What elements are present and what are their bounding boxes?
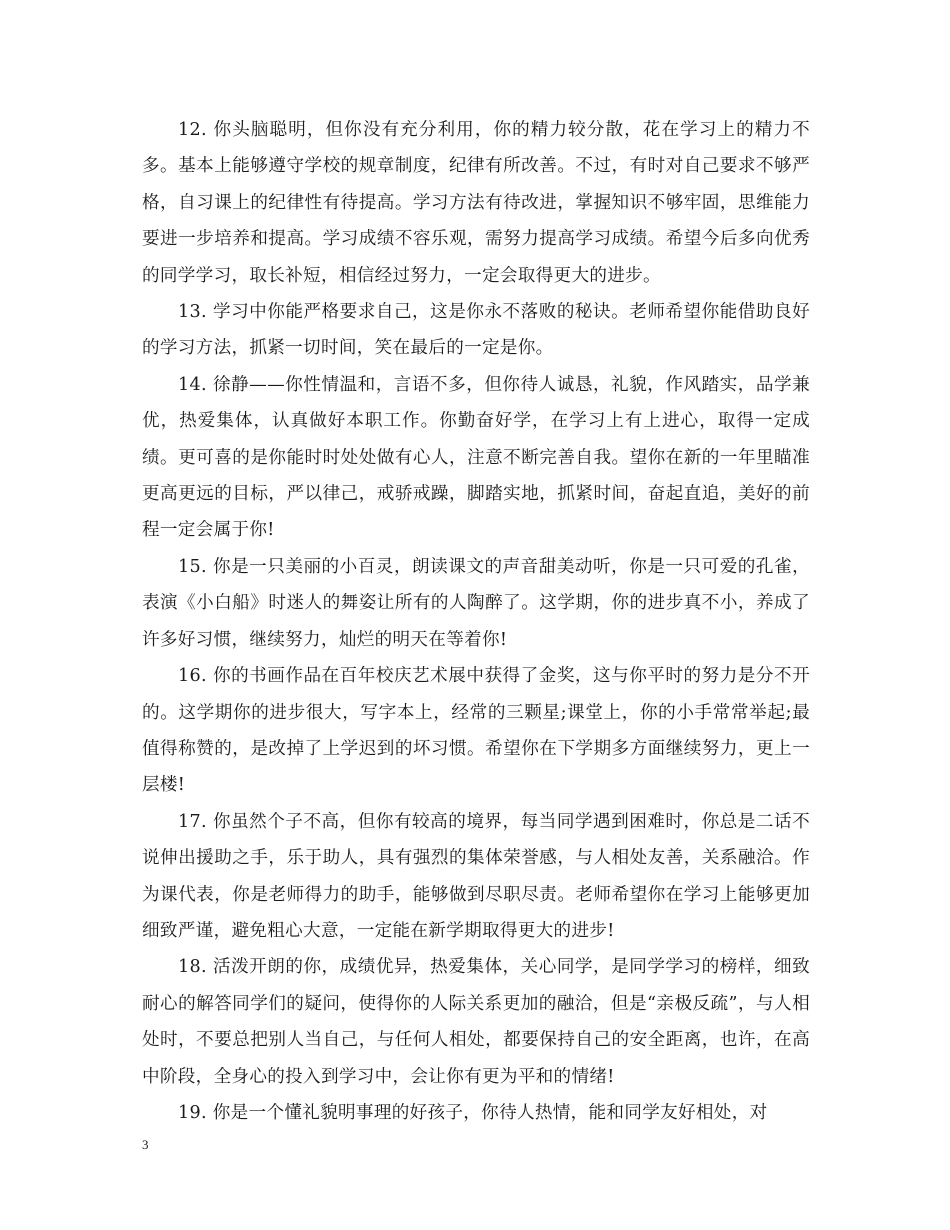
comment-paragraph-15: 15. 你是一只美丽的小百灵，朗读课文的声音甜美动听，你是一只可爱的孔雀，表演《小白船》时迷人的舞姿让所有的人陶醉了。这学期，你的进步真不小，养成了许多好习惯，继续努力，灿烂的明天在等着你! [142,556,810,650]
comment-paragraph-12: 12. 你头脑聪明，但你没有充分利用，你的精力较分散，花在学习上的精力不多。基本上能够遵守学校的规章制度，纪律有所改善。不过，有时对自己要求不够严格，自习课上的纪律性有待提高。学习方法有待改进，掌握知识不够牢固，思维能力要进一步培养和提高。学习成绩不容乐观，需努力提高学习成绩。希望今后多向优秀的同学学习，取长补短，相信经过努力，一定会取得更大的进步。 [142,120,810,286]
comment-paragraph-18: 18. 活泼开朗的你，成绩优异，热爱集体，关心同学，是同学学习的榜样，细致耐心的解答同学们的疑问，使得你的人际关系更加的融洽，但是“亲极反疏”，与人相处时，不要总把别人当自己，与任何人相处，都要保持自己的安全距离，也许，在高中阶段，全身心的投入到学习中，会让你有更为平和的情绪! [142,957,810,1087]
comment-paragraph-13: 13. 学习中你能严格要求自己，这是你永不落败的秘诀。老师希望你能借助良好的学习方法，抓紧一切时间，笑在最后的一定是你。 [142,302,810,359]
comment-paragraph-16: 16. 你的书画作品在百年校庆艺术展中获得了金奖，这与你平时的努力是分不开的。这学期你的进步很大，写字本上，经常的三颗星;课堂上，你的小手常常举起;最值得称赞的，是改掉了上学迟到的坏习惯。希望你在下学期多方面继续努力，更上一层楼! [142,666,810,796]
comment-paragraph-17: 17. 你虽然个子不高，但你有较高的境界，每当同学遇到困难时，你总是二话不说伸出援助之手，乐于助人，具有强烈的集体荣誉感，与人相处友善，关系融洽。作为课代表，你是老师得力的助手，能够做到尽职尽责。老师希望你在学习上能够更加细致严谨，避免粗心大意，一定能在新学期取得更大的进步! [142,811,810,941]
page-number: 3 [142,1137,149,1152]
document-body [142,112,810,1131]
comment-paragraph-19: 19. 你是一个懂礼貌明事理的好孩子，你待人热情，能和同学友好相处，对 [178,1102,768,1123]
comment-paragraph-14: 14. 徐静——你性情温和，言语不多，但你待人诚恳，礼貌，作风踏实，品学兼优，热爱集体，认真做好本职工作。你勤奋好学，在学习上有上进心，取得一定成绩。更可喜的是你能时时处处做有心人，注意不断完善自我。望你在新的一年里瞄准更高更远的目标，严以律己，戒骄戒躁，脚踏实地，抓紧时间，奋起直追，美好的前程一定会属于你! [142,374,810,541]
